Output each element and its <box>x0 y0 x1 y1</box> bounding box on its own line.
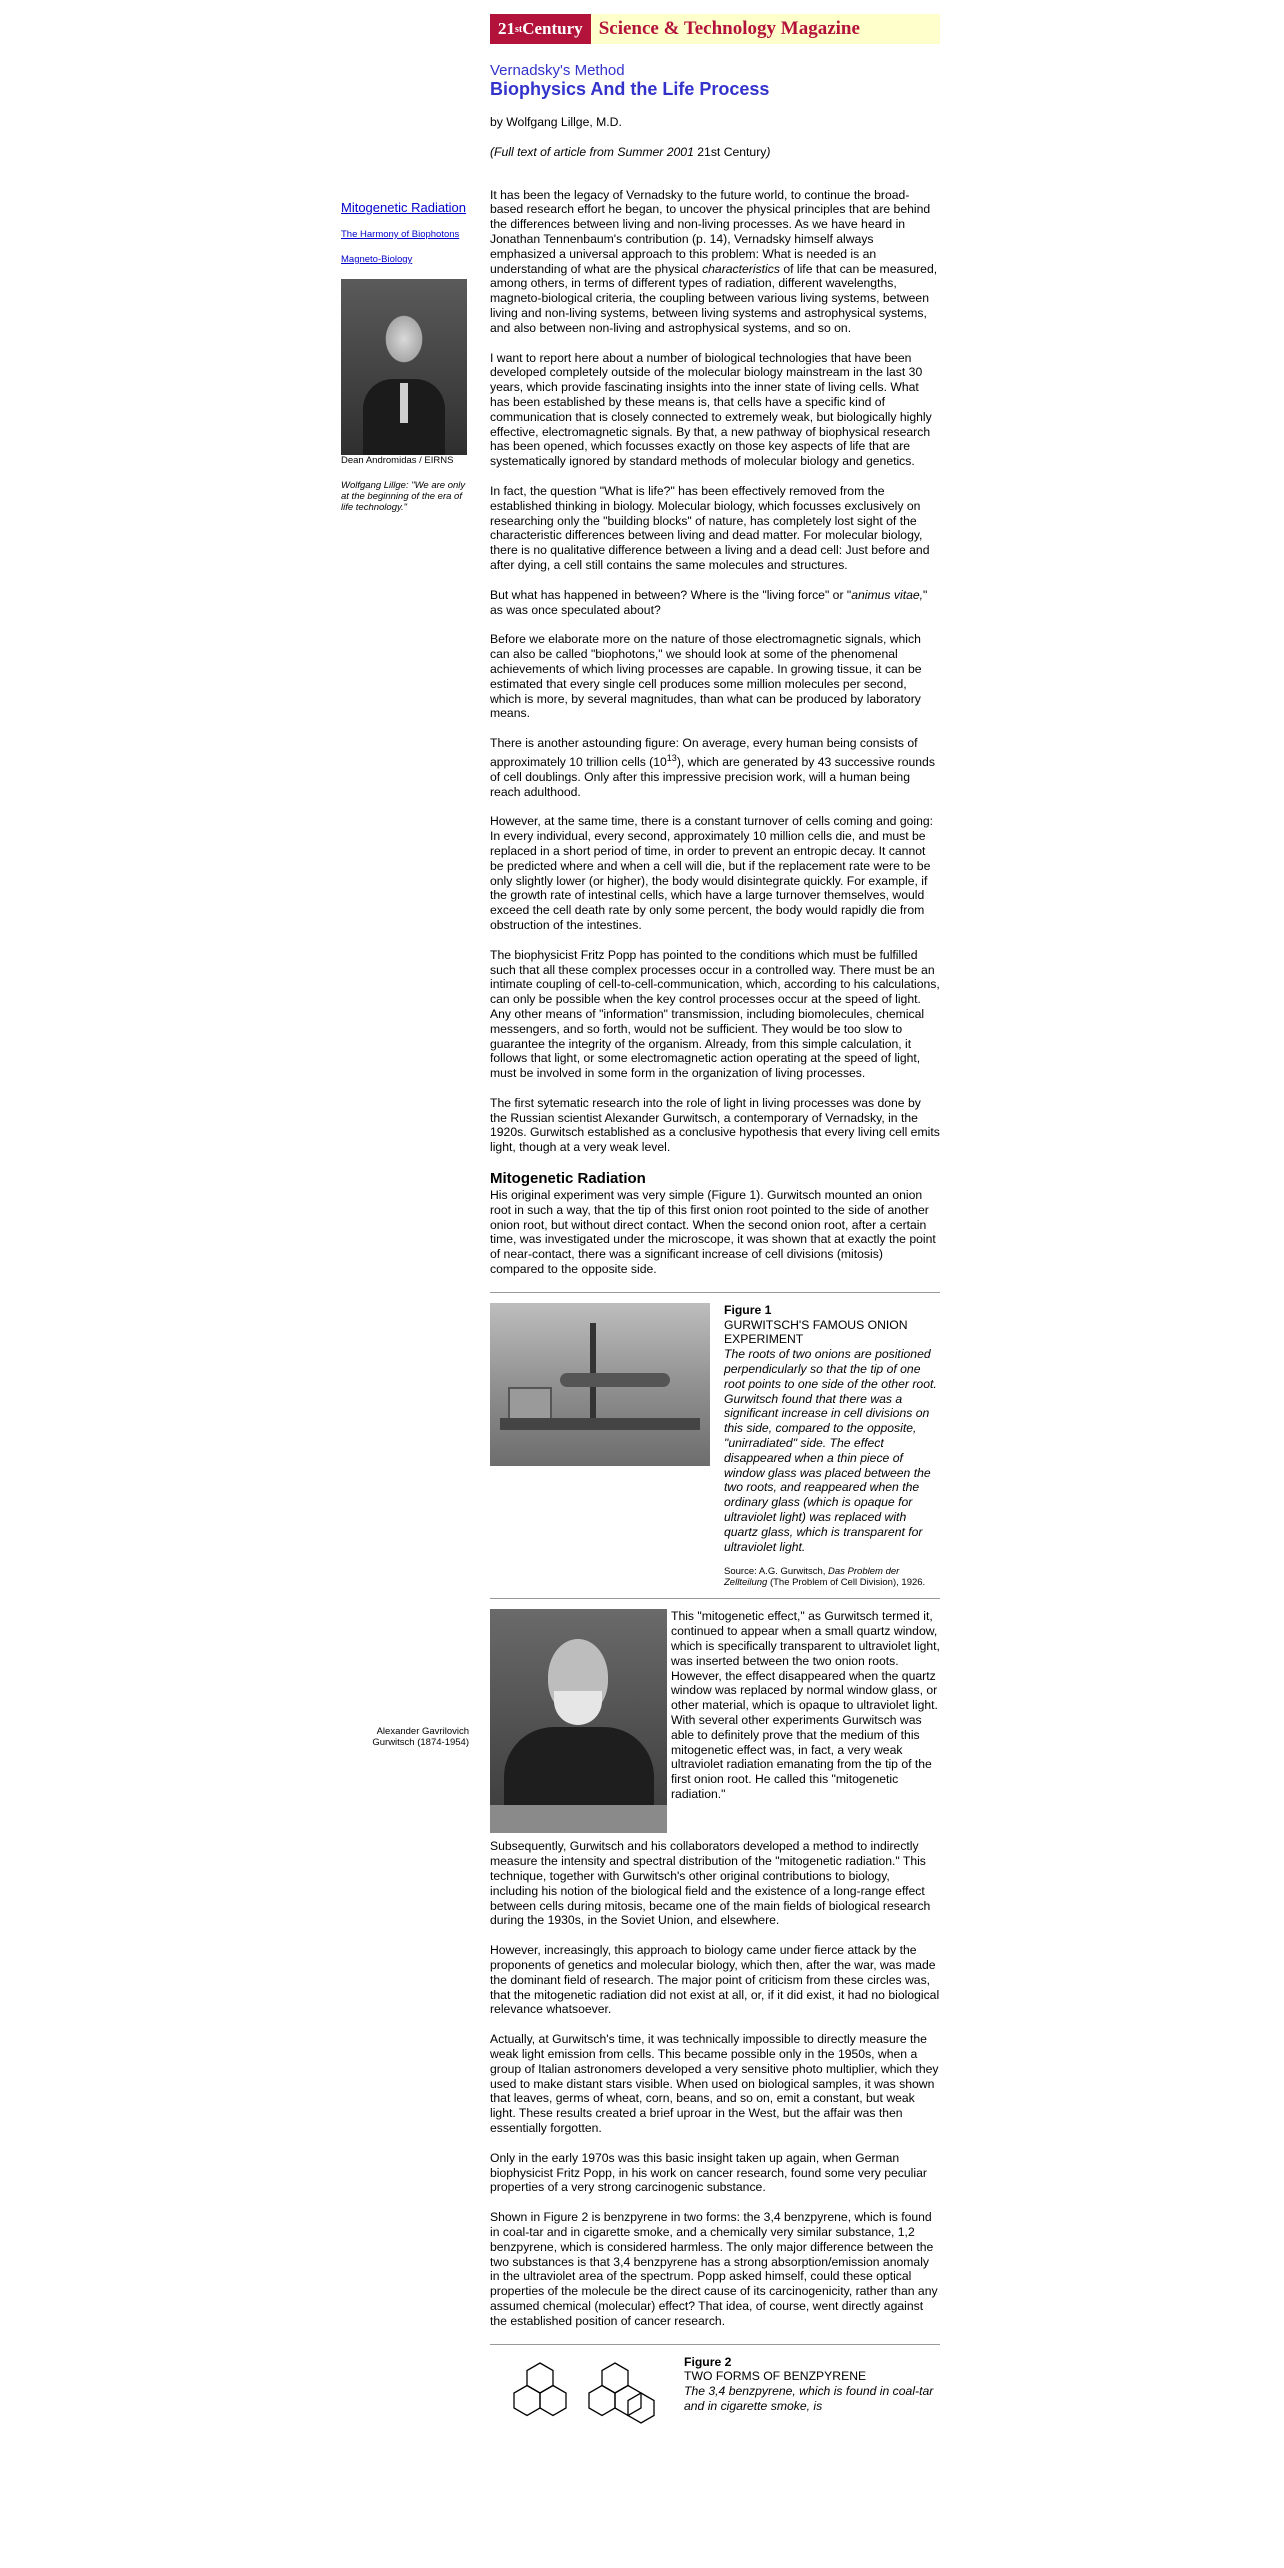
figure-1-label: Figure 1 <box>724 1302 772 1317</box>
paragraph: It has been the legacy of Vernadsky to the future world, to continue the broad-based research effort he began, to uncover the physical principles that are behind the differences between living and non-living processes. As we have heard in Jonathan Tennenbaum's contribution (p. 14), Vernadsky himself always emphasized a universal approach to this problem: What is needed is an understanding of what are the physical characteristics of life that can be measured, among others, in terms of different types of radiation, different wavelengths, magneto-biological criteria, the coupling between various living systems, between living and non-living systems, between living systems and astrophysical systems, and also between non-living and astrophysical systems, and so on. <box>490 187 938 335</box>
portrait-beard <box>554 1691 602 1725</box>
article-headline: Biophysics And the Life Process <box>490 79 770 99</box>
paragraph: There is another astounding figure: On average, every human being consists of approximately 10 trillion cells $(10^{13})$, which are generated by 43 successive rounds of cell doublings. Only after this impressive precision work, will a human being reach adulthood. <box>490 736 935 799</box>
paragraph: Actually, at Gurwitsch's time, it was technically impossible to directly measure the weak light emission from cells. This became possible only in the 1950s, when a group of Italian astronomers developed a very sensitive photo multiplier, which they used to make distant stars visible. When used on biological samples, it was shown that leaves, germs of wheat, corn, beans, and so on, emit a constant, but weak light. These results created a brief uproar in the West, but the affair was then essentially forgotten. <box>490 2032 939 2135</box>
figure-1-photo <box>490 1303 710 1466</box>
gurwitsch-section <box>490 1609 940 1928</box>
logo-suffix: st <box>515 23 523 35</box>
divider <box>490 2344 940 2345</box>
photo-credit: Dean Andromidas / EIRNS <box>341 455 454 466</box>
paragraph: Subsequently, Gurwitsch and his collaborators developed a method to indirectly measure the intensity and spectral distribution of the "mitogenetic radiation." This technique, together with Gurwitsch's other original contributions to biology, including his notion of the biological field and the existence of a long-range effect between cells during mitosis, became one of the main fields of biological research during the 1930s, in the Soviet Union, and elsewhere. <box>490 1839 931 1928</box>
logo-number: 21 <box>498 19 515 38</box>
figure-1-title: GURWITSCH'S FAMOUS ONION EXPERIMENT <box>724 1317 908 1347</box>
paragraph: However, at the same time, there is a constant turnover of cells coming and going: In every individual, every second, approximately 10 million cells die, and must be replaced in a short period of time, in order to prevent an entropic decay. It cannot be predicted where and when a cell will die, but if the replacement rate were to be only slightly lower (or higher), the body would disintegrate quickly. For example, if the growth rate of intestinal cells, which have a large turnover themselves, would exceed the cell death rate by only some percent, the body would rapidly die from obstruction of the intestines. <box>490 814 934 932</box>
portrait-desk <box>490 1805 667 1833</box>
section-heading: Mitogenetic Radiation <box>490 1170 646 1188</box>
photo-caption: Wolfgang Lillge: "We are only at the beginning of the era of life technology." <box>341 480 466 513</box>
article-kicker: Vernadsky's Method <box>490 62 625 79</box>
magazine-title: Science & Technology Magazine <box>598 18 860 39</box>
article-body <box>490 62 940 2425</box>
figure-2-text <box>684 2355 940 2425</box>
gurwitsch-portrait <box>490 1609 667 1833</box>
figure-1-text <box>724 1303 940 1589</box>
paragraph: But what has happened in between? Where is the "living force" or "animus vitae," as was once speculated about? <box>490 587 928 617</box>
paragraph: His original experiment was very simple (Figure 1). Gurwitsch mounted an onion root in such a way, that the tip of this first onion root pointed to the side of another onion root, but without direct contact. When the second onion root, after a certain time, was investigated under the microscope, it was shown that at exactly the point of near-contact, there was a significant increase of cell divisions (mitosis) compared to the opposite side. <box>490 1188 936 1277</box>
magazine-logo[interactable] <box>490 14 591 44</box>
paragraph: The biophysicist Fritz Popp has pointed to the conditions which must be fulfilled such that all these complex processes occur in a controlled way. There must be an intimate coupling of cell-to-cell-communication, which, according to his calculations, can only be possible when the key control processes occur at the speed of light. Any other means of "information" transmission, including biomolecules, chemical messengers, and so forth, would not be sufficient. They would be too slow to guarantee the integrity of the organism. Already, from this simple calculation, it follows that light, or some electromagnetic action operating at the speed of light, must be involved in some form in the organization of living processes. <box>490 947 940 1081</box>
figure-2-label: Figure 2 <box>684 2354 732 2369</box>
sidebar-link-magneto-biology[interactable]: Magneto-Biology <box>341 254 413 265</box>
paragraph: However, increasingly, this approach to biology came under fierce attack by the proponents of genetics and molecular biology, which then, after the war, was made the dominant field of research. The major point of criticism from these circles was, that the mitogenetic radiation did not exist at all, or, if it did exist, it had no biological relevance whatsoever. <box>490 1943 940 2017</box>
fulltext-note: (Full text of article from Summer 2001 21st Century) <box>490 144 771 159</box>
divider <box>490 1292 940 1293</box>
divider <box>490 1598 940 1599</box>
sidebar-link-mitogenetic-radiation[interactable]: Mitogenetic Radiation <box>341 200 467 215</box>
paragraph: I want to report here about a number of biological technologies that have been developed completely outside of the molecular biology mainstream in the last 30 years, which provide fascinating insights into the inner state of living cells. What has been established by these means is, that cells have a specific kind of communication that is closely connected to extremely weak, but biologically highly effective, electromagnetic signals. By that, a new pathway of biophysical research has been opened, which focusses exactly on those key aspects of life that are systematically ignored by standard methods of molecular biology and genetics. <box>490 350 932 469</box>
portrait-caption: Alexander Gavrilovich Gurwitsch (1874-1954) <box>372 1726 469 1748</box>
logo-word: Century <box>522 19 583 38</box>
author-photo <box>341 279 467 455</box>
figure-1 <box>490 1303 940 1589</box>
author-photo-tie <box>400 383 408 423</box>
paragraph: In fact, the question "What is life?" has been effectively removed from the established thinking in biology. Molecular biology, which focusses exclusively on researching only the "building blocks" of nature, has completely lost sight of the characteristic differences between living and dead matter. For molecular biology, there is no qualitative difference between a living and a dead cell: Just before and after dying, a cell still contains the same molecules and structures. <box>490 483 930 572</box>
apparatus-tube <box>560 1373 670 1387</box>
paragraph: The first sytematic research into the role of light in living processes was done by the Russian scientist Alexander Gurwitsch, a contemporary of Vernadsky, in the 1920s. Gurwitsch established as a conclusive hypothesis that every living cell emits light, though at a very weak level. <box>490 1095 940 1155</box>
figure-2-caption: The 3,4 benzpyrene, which is found in coal-tar and in cigarette smoke, is <box>684 2384 934 2413</box>
paragraph: Before we elaborate more on the nature of those electromagnetic signals, which can also be called "biophotons," we should look at some of the phenomenal achievements of which living processes are capable. In growing tissue, it can be estimated that every single cell produces some million molecules per second, which is more, by several magnitudes, than what can be produced by laboratory means. <box>490 632 922 721</box>
figure-2 <box>490 2355 940 2425</box>
paragraph: Only in the early 1970s was this basic insight taken up again, when German biophysicist Fritz Popp, in his work on cancer research, found some very peculiar properties of a very strong carcinogenic substance. <box>490 2150 927 2195</box>
figure-1-caption: The roots of two onions are positioned perpendicularly so that the tip of one root points to one side of the other root. Gurwitsch found that there was a significant increase in cell divisions on this side, compared to the opposite, "unirradiated" side. The effect disappeared when a thin piece of window glass was placed between the two roots, and reappeared when the ordinary glass (which is opaque for ultraviolet light) was replaced with quartz glass, which is transparent for ultraviolet light. <box>724 1347 937 1554</box>
paragraph: Shown in Figure 2 is benzpyrene in two forms: the 3,4 benzpyrene, which is found in coal-tar and in cigarette smoke, and a chemically very similar substance, 1,2 benzpyrene, which is considered harmless. The only major difference between the two substances is that 3,4 benzpyrene has a strong absorption/emission anomaly in the ultraviolet area of the spectrum. Popp asked himself, could these optical properties of the molecule be the direct cause of its carcinogenicity, rather than any assumed chemical (molecular) effect? That idea, of course, went directly against the established position of cancer research. <box>490 2210 938 2328</box>
sidebar <box>341 200 469 513</box>
masthead[interactable] <box>490 14 940 44</box>
paragraph: This "mitogenetic effect," as Gurwitsch termed it, continued to appear when a small quartz window, which is specifically transparent to ultraviolet light, was inserted between the two onion roots. However, the effect disappeared when the quartz window was replaced by normal window glass, or other material, which is opaque to ultraviolet light. With several other experiments Gurwitsch was able to definitely prove that the medium of this mitogenetic effect was, in fact, a very weak ultraviolet radiation emanating from the tip of the first onion root. He called this "mitogenetic radiation." <box>671 1609 940 1801</box>
sidebar-link-harmony-of-biophotons[interactable]: The Harmony of Biophotons <box>341 229 460 240</box>
article-byline: by Wolfgang Lillge, M.D. <box>490 115 622 129</box>
benzpyrene-structure-diagram <box>490 2355 660 2425</box>
figure-2-title: TWO FORMS OF BENZPYRENE <box>684 2369 867 2384</box>
apparatus-bench <box>500 1418 700 1430</box>
figure-1-source: Source: A.G. Gurwitsch, Das Problem der Zellteilung (The Problem of Cell Division), 1926. <box>724 1566 926 1589</box>
